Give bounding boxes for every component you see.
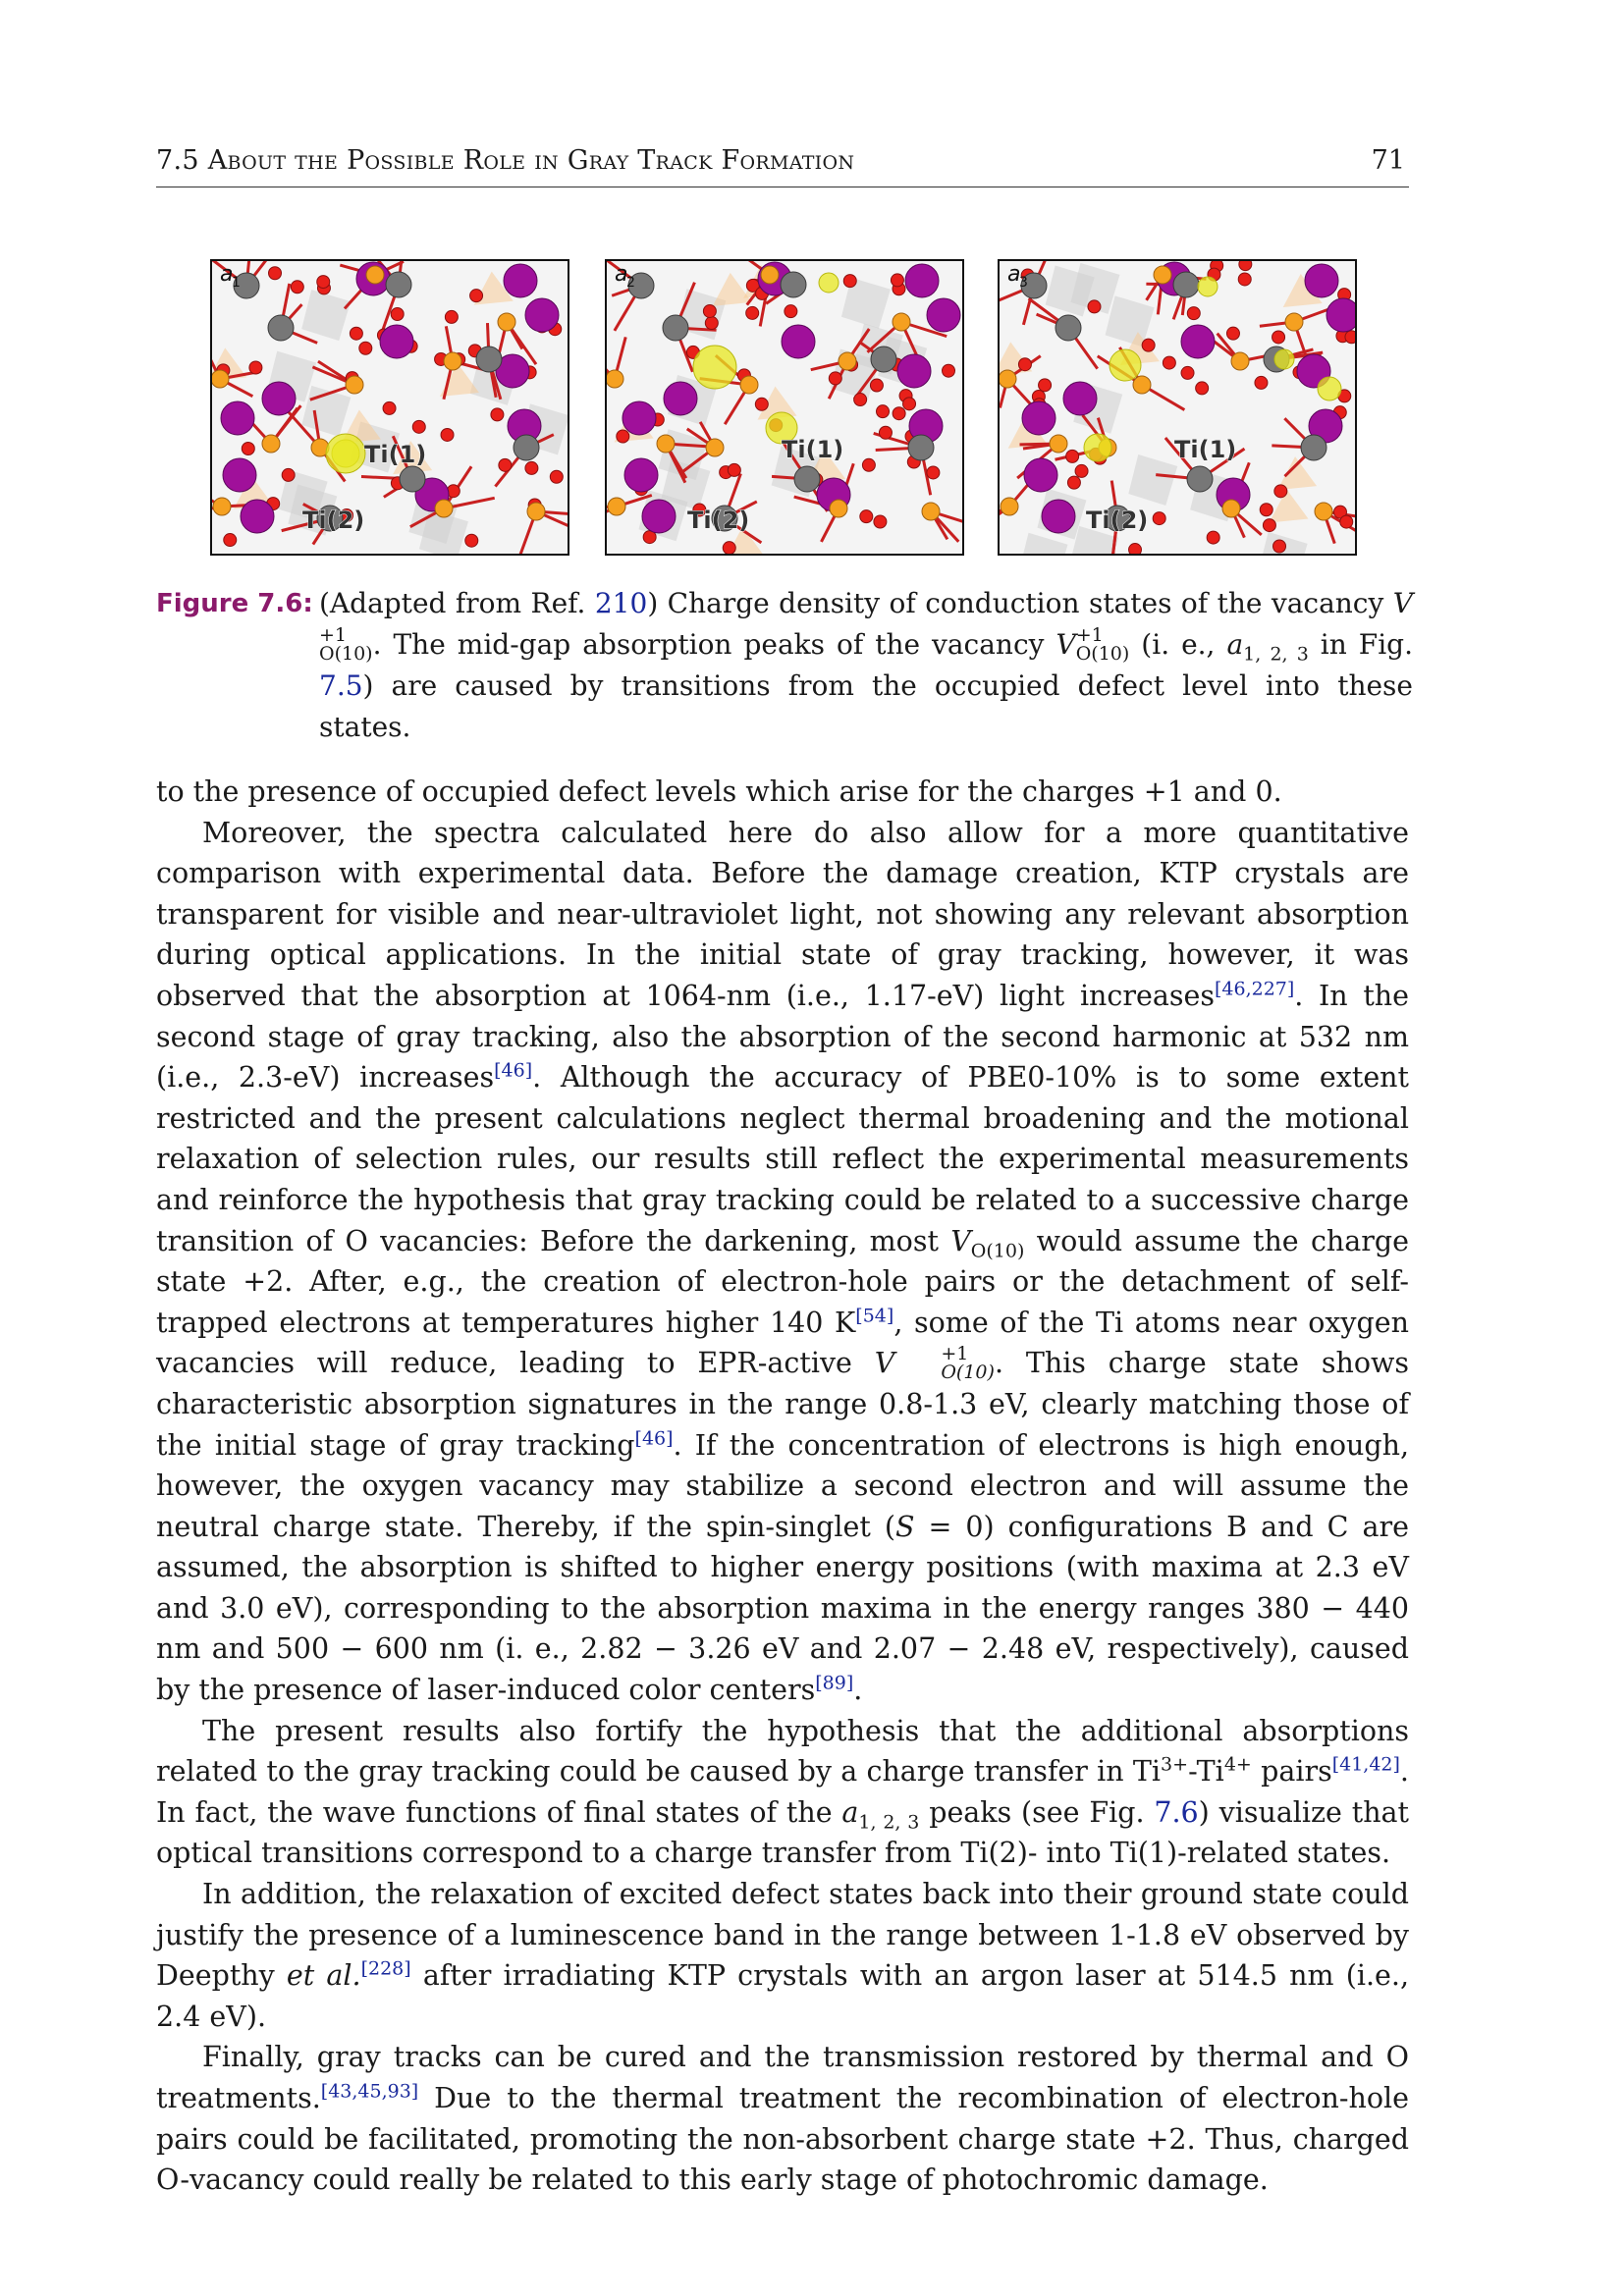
panel-label: a [615,262,628,287]
caption-text-part: (i. e., [1129,628,1227,661]
citation-link[interactable]: [228] [360,1957,411,1980]
text-run: Moreover, the spectra calculated here do also allow for a more quantitative comparison with experimental data. Before the damage creation, KTP crystals are transparent for visible and near-ultraviolet light, not showing any relevant absorption during optical applications. In the initial state of gray tracking, however, it was observed that the absorption at 1064-nm (i.e., 1.17-eV) light increases [156,816,1409,1012]
vacancy-symbol: V [1392,587,1413,619]
caption-text [319,583,1413,748]
spin-symbol: S [894,1510,915,1543]
text-run: et al. [286,1959,361,1993]
atom-label: Ti(2) [1086,507,1149,534]
superscript: 4+ [1223,1753,1252,1776]
atom-label: Ti(1) [782,436,844,463]
panel-label-subscript: 3 [1019,275,1028,291]
vacancy-symbol: V [950,1224,971,1257]
citation-link[interactable]: [41,42] [1331,1753,1400,1776]
atom-label: Ti(1) [364,441,427,468]
text-run: . This charge state shows characteristic absorption signatures in the range 0.8-1.3 eV, clearly matching those of the initial stage of gray tracking [156,1347,1409,1462]
body-text [156,772,1409,2201]
citation-link[interactable]: [46] [634,1427,674,1449]
figure-link[interactable]: 7.5 [319,669,363,702]
text-run: , some of the Ti atoms near oxygen vacancies will reduce, leading to EPR-active [156,1306,1410,1380]
text-run: Due to the thermal treatment the recombination of electron-hole pairs could be facilitated, promoting the non-absorbent charge state +2. Thus, charged O-vacancy could really be related to this early stage of photochromic damage. [156,2082,1409,2197]
citation-link[interactable]: [89] [815,1672,854,1694]
running-header [156,145,1409,187]
superscript: +1 [1075,623,1104,646]
atom-label: Ti(1) [1174,436,1237,463]
text-run: The present results also fortify the hypothesis that the additional absorptions related to the gray tracking could be caused by a charge transfer in Ti [156,1714,1409,1789]
superscript: 3+ [1161,1753,1189,1776]
panel-label-subscript: 1 [232,275,241,291]
text-run: ) visualize that optical transitions correspond to a charge transfer from Ti(2)- into Ti(1)-related states. [156,1795,1409,1870]
panel-label: a [220,262,234,287]
caption-text-part: ) are caused by transitions from the occupied defect level into these states. [319,669,1413,743]
text-run: pairs [1251,1755,1332,1789]
crystal-structure-image [1000,261,1355,554]
crystal-structure-image [607,261,962,554]
text-run: = 0) configurations B and C are assumed, the absorption is shifted to higher energy positions (with maxima at 2.3 eV and 3.0 eV), corresponding to the absorption maxima in the energy ranges 380 − 440 nm and 500 − 600 nm (i. e., 2.82 − 3.26 eV and 2.07 − 2.48 eV, respectively), caused by the presence of laser-induced color centers [156,1510,1409,1707]
superscript: +1 [941,1342,969,1364]
text-run: . Although the accuracy of PBE0-10% is to some extent restricted and the present calculations neglect thermal broadening and the motional relaxation of selection rules, our results still reflect the experimental measurements and reinforce the hypothesis that gray tracking could be related to a successive charge transition of O vacancies: Before the darkening, most [156,1061,1409,1257]
citation-link[interactable]: [46] [494,1059,533,1082]
citation-link[interactable]: [43,45,93] [320,2080,419,2103]
subscript: O(10) [319,642,373,665]
vacancy-symbol: V [874,1347,895,1380]
caption-label: Figure 7.6: [156,589,313,618]
superscript: +1 [319,623,348,646]
page-number: 71 [1371,145,1405,176]
panel-label-subscript: 2 [626,275,635,291]
caption-text-part: in Fig. [1308,628,1413,661]
subscript: O(10) [941,1361,995,1383]
text-run: In addition, the relaxation of excited defect states back into their ground state could justify the presence of a luminescence band in the range between 1-1.8 eV observed by Deepthy [156,1878,1409,1993]
text-run: . In fact, the wave functions of final states of the [156,1755,1409,1829]
reference-link[interactable]: 210 [594,587,648,619]
figure-panel-a3 [998,259,1357,556]
subscript: O(10) [970,1240,1025,1262]
crystal-structure-image [212,261,568,554]
caption-text-part: (Adapted from Ref. [319,587,595,619]
paragraph [156,1711,1409,1874]
paragraph [156,813,1409,1711]
vacancy-scripts [319,623,373,665]
atom-label: Ti(2) [302,507,365,534]
text-run: -Ti [1188,1755,1224,1789]
panel-label: a [1007,262,1021,287]
subscript: 1, 2, 3 [858,1811,920,1834]
peak-symbol: a [841,1795,859,1829]
figure-link[interactable]: 7.6 [1154,1795,1199,1829]
vacancy-scripts [894,1342,995,1383]
caption-text-part: . The mid-gap absorption peaks of the vacancy [372,628,1056,661]
text-run: . [853,1674,863,1707]
figure-panel-a1 [210,259,569,556]
subscript: 1, 2, 3 [1243,643,1309,666]
paragraph [156,2037,1409,2200]
paragraph: to the presence of occupied defect levels which arise for the charges +1 and 0. [156,775,1282,808]
text-run: peaks (see Fig. [919,1795,1155,1829]
citation-link[interactable]: [54] [855,1305,894,1327]
text-run: after irradiating KTP crystals with an argon laser at 514.5 nm (i.e., 2.4 eV). [156,1959,1410,2033]
paragraph [156,1874,1409,2037]
text-run: would assume the charge state +2. After, e.g., the creation of electron-hole pairs or the detachment of self-trapped electrons at temperatures higher 140 K [156,1224,1409,1339]
atom-label: Ti(2) [687,507,750,534]
section-title: 7.5 About the Possible Role in Gray Track Formation [156,145,855,176]
text-run: . In the second stage of gray tracking, also the absorption of the second harmonic at 532 nm (i.e., 2.3-eV) increases [156,979,1410,1095]
figure-7-6 [210,259,1355,554]
vacancy-symbol: V [1056,628,1076,661]
figure-caption [156,583,1413,748]
peak-symbol: a [1226,628,1244,661]
subscript: O(10) [1075,642,1130,665]
figure-panel-a2 [605,259,964,556]
text-run: . If the concentration of electrons is high enough, however, the oxygen vacancy may stabilize a second electron and will assume the neutral charge state. Thereby, if the spin-singlet ( [156,1428,1409,1543]
text-run: Finally, gray tracks can be cured and the transmission restored by thermal and O treatments. [156,2041,1409,2114]
vacancy-scripts [1075,623,1130,665]
citation-link[interactable]: [46,227] [1214,978,1295,1000]
caption-text-part: ) Charge density of conduction states of the vacancy [647,587,1393,619]
